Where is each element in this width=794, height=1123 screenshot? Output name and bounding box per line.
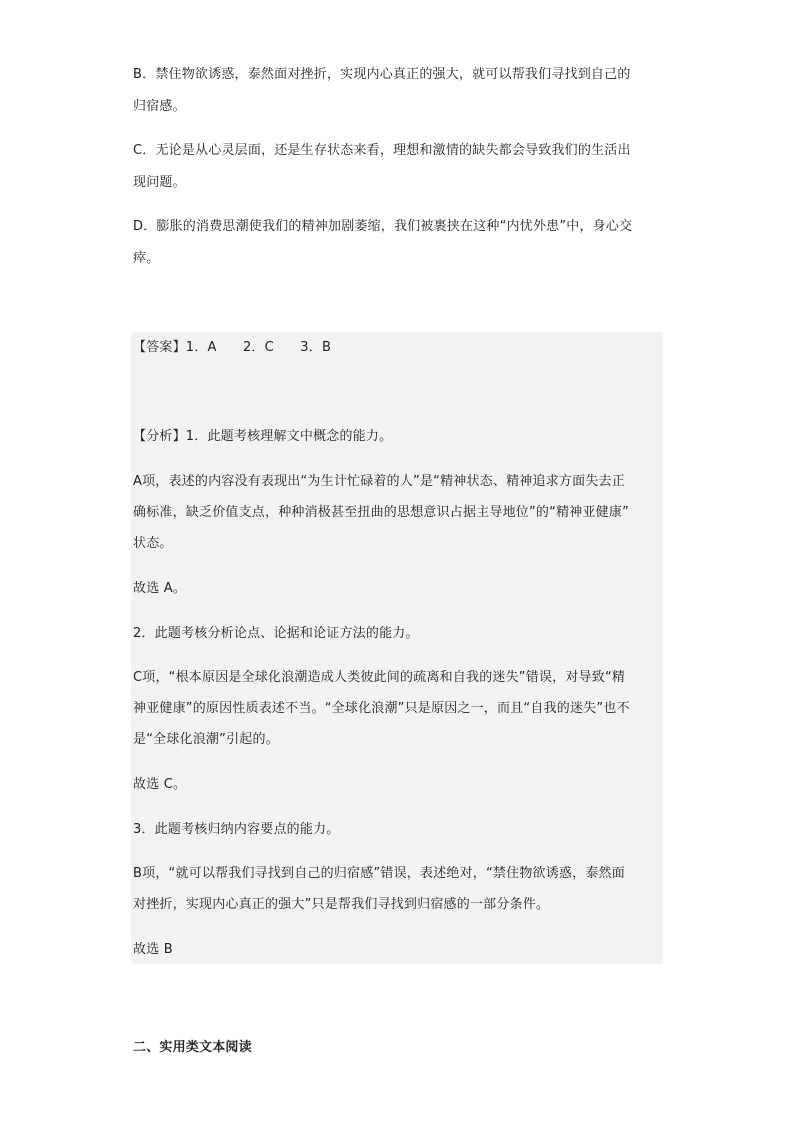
analysis-q1-a-line2: 确标准，缺乏价值支点，种种消极甚至扭曲的思想意识占据主导地位”的“精神亚健康” (133, 505, 630, 520)
analysis-q3-intro: 3．此题考核归纳内容要点的能力。 (133, 822, 340, 837)
analysis-q2-c-line1: C项，“根本原因是全球化浪潮造成人类彼此间的疏离和自我的迷失”错误，对导致“精 (133, 670, 626, 685)
analysis-q3-b-line1: B项，“就可以帮我们寻找到自己的归宿感”错误，表述绝对，“禁住物欲诱惑，泰然面 (133, 866, 625, 881)
analysis-q3-b-line2: 对挫折，实现内心真正的强大”只是帮我们寻找到归宿感的一部分条件。 (133, 897, 550, 912)
analysis-q2-c-line3: 是“全球化浪潮”引起的。 (133, 732, 279, 747)
analysis-q2-c-line2: 神亚健康”的原因性质表述不当。“全球化浪潮”只是原因之一，而且“自我的迷失”也不 (133, 701, 630, 716)
option-b-line2: 归宿感。 (133, 99, 186, 114)
option-b-line1: B．禁住物欲诱惑，泰然面对挫折，实现内心真正的强大，就可以帮我们寻找到自己的 (133, 67, 631, 82)
option-c-line1: C．无论是从心灵层面，还是生存状态来看，理想和激情的缺失都会导致我们的生活出 (133, 143, 631, 158)
analysis-q1-intro: 【分析】1．此题考核理解文中概念的能力。 (133, 429, 393, 444)
analysis-q3-choice: 故选 B (133, 942, 173, 957)
section-heading: 二、实用类文本阅读 (133, 1040, 252, 1055)
option-d-line2: 瘁。 (133, 251, 160, 266)
analysis-q2-choice: 故选 C。 (133, 777, 187, 792)
analysis-q1-a-line3: 状态。 (133, 536, 173, 551)
option-d-line1: D．膨胀的消费思潮使我们的精神加剧萎缩，我们被裹挟在这种“内忧外患”中，身心交 (133, 219, 633, 234)
analysis-q2-intro: 2．此题考核分析论点、论据和论证方法的能力。 (133, 626, 419, 641)
analysis-q1-a-line1: A项，表述的内容没有表现出“为生计忙碌着的人”是“精神状态、精神追求方面失去正 (133, 474, 625, 489)
answer-line: 【答案】1．A 2．C 3．B (133, 340, 332, 355)
option-c-line2: 现问题。 (133, 175, 186, 190)
analysis-q1-choice: 故选 A。 (133, 581, 187, 596)
